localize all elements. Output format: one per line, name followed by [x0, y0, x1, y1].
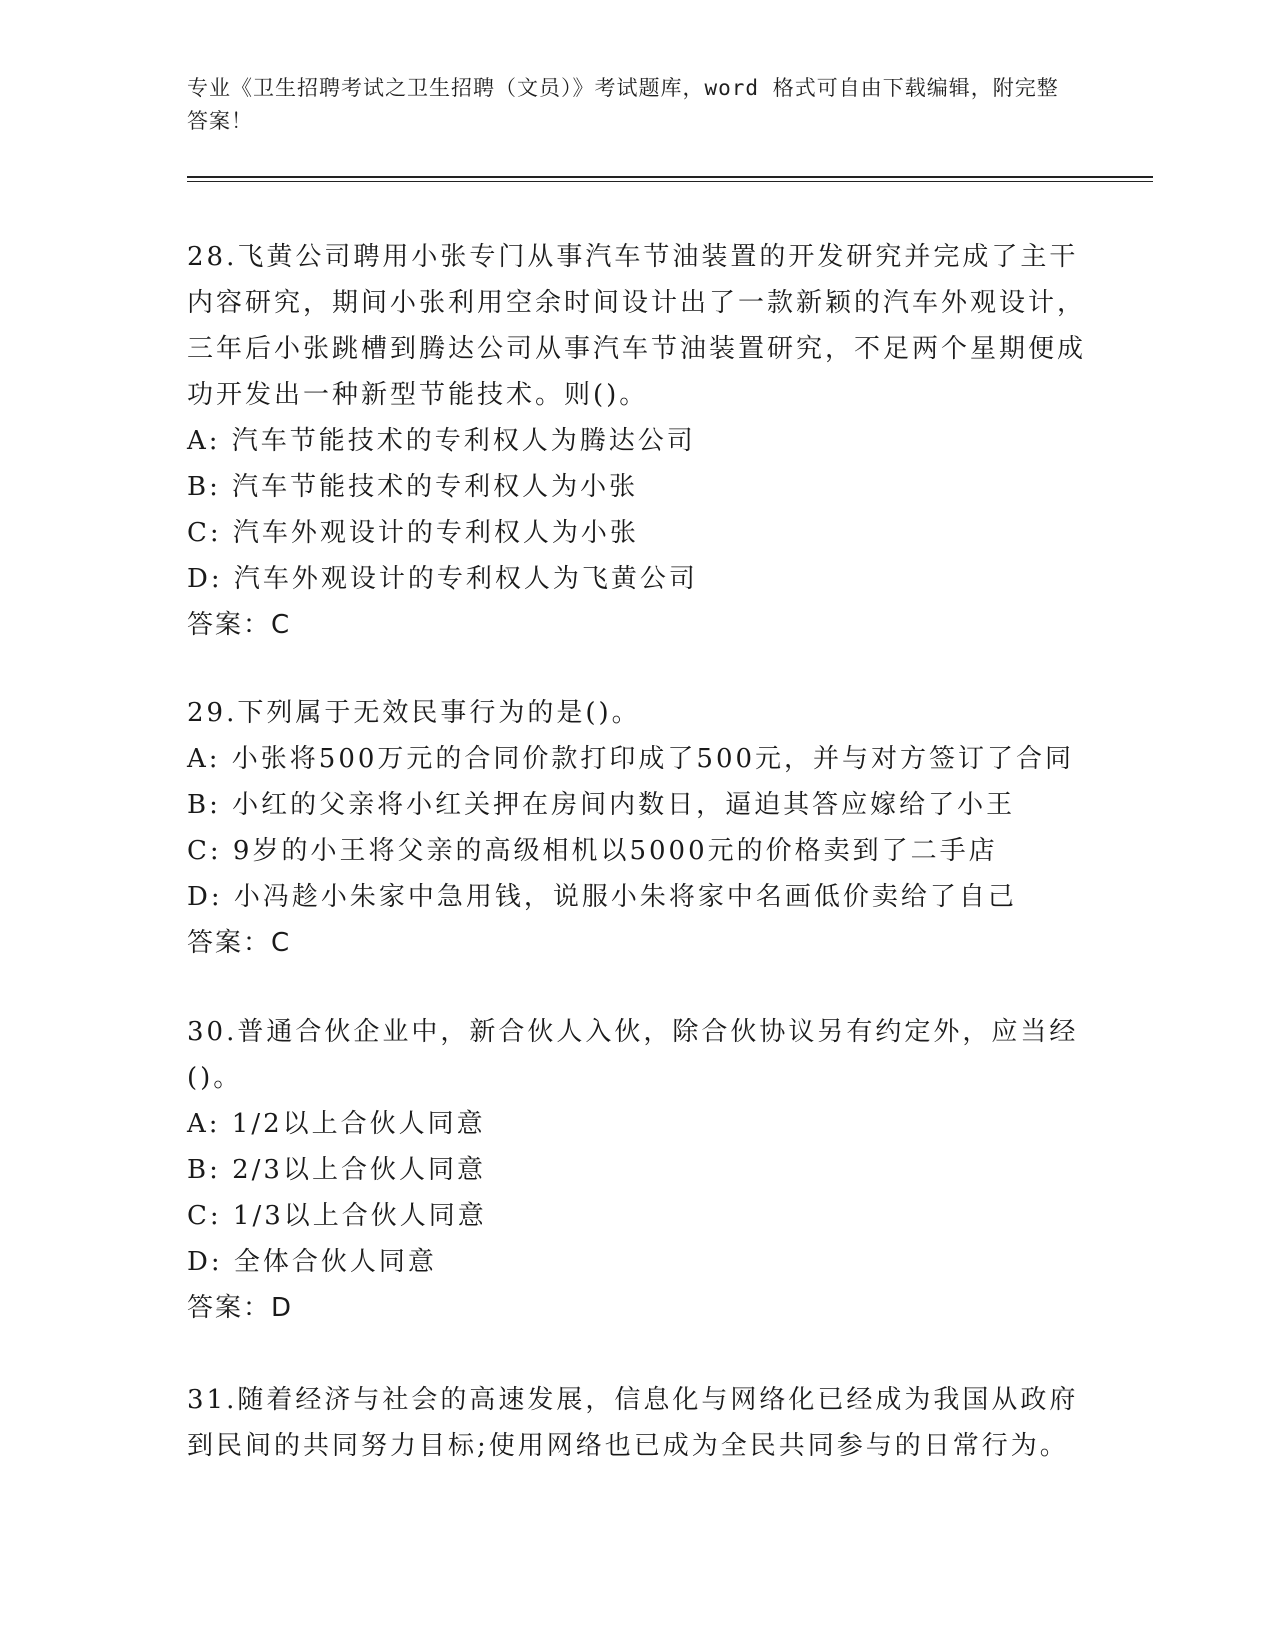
option-b: B: 小红的父亲将小红关押在房间内数日，逼迫其答应嫁给了小王	[187, 790, 1016, 820]
question-stem: 31.随着经济与社会的高速发展，信息化与网络化已经成为我国从政府到民间的共同努力目标;使用网络也已成为全民共同参与的日常行为。	[187, 1385, 1079, 1461]
question-stem: 29.下列属于无效民事行为的是()。	[187, 698, 641, 728]
answer-line: 答案：C	[187, 610, 292, 640]
option-c: C: 汽车外观设计的专利权人为小张	[187, 518, 639, 548]
option-a: A: 1/2以上合伙人同意	[187, 1109, 486, 1139]
answer-line: 答案：C	[187, 928, 292, 958]
option-a: A: 汽车节能技术的专利权人为腾达公司	[187, 426, 696, 456]
option-b: B: 2/3以上合伙人同意	[187, 1155, 486, 1185]
option-d: D: 小冯趁小朱家中急用钱，说服小朱将家中名画低价卖给了自己	[187, 882, 1017, 912]
question-28	[187, 234, 1087, 648]
question-31	[187, 1377, 1087, 1469]
question-stem: 30.普通合伙企业中，新合伙人入伙，除合伙协议另有约定外，应当经()。	[187, 1017, 1079, 1093]
option-c: C: 9岁的小王将父亲的高级相机以5000元的价格卖到了二手店	[187, 836, 998, 866]
option-a: A: 小张将500万元的合同价款打印成了500元，并与对方签订了合同	[187, 744, 1075, 774]
question-stem: 28.飞黄公司聘用小张专门从事汽车节油装置的开发研究并完成了主干内容研究，期间小张利用空余时间设计出了一款新颖的汽车外观设计，三年后小张跳槽到腾达公司从事汽车节油装置研究，不足两个星期便成功开发出一种新型节能技术。则()。	[187, 242, 1087, 410]
option-d: D: 全体合伙人同意	[187, 1247, 437, 1277]
question-30	[187, 1009, 1087, 1331]
option-c: C: 1/3以上合伙人同意	[187, 1201, 487, 1231]
header-divider-thin	[187, 181, 1153, 182]
option-d: D: 汽车外观设计的专利权人为飞黄公司	[187, 564, 698, 594]
question-29	[187, 690, 1087, 966]
answer-line: 答案：D	[187, 1293, 294, 1323]
header-divider-thick	[187, 176, 1153, 178]
option-b: B: 汽车节能技术的专利权人为小张	[187, 472, 639, 502]
document-header: 专业《卫生招聘考试之卫生招聘（文员）》考试题库，word 格式可自由下载编辑，附完整答案！	[187, 76, 1059, 133]
